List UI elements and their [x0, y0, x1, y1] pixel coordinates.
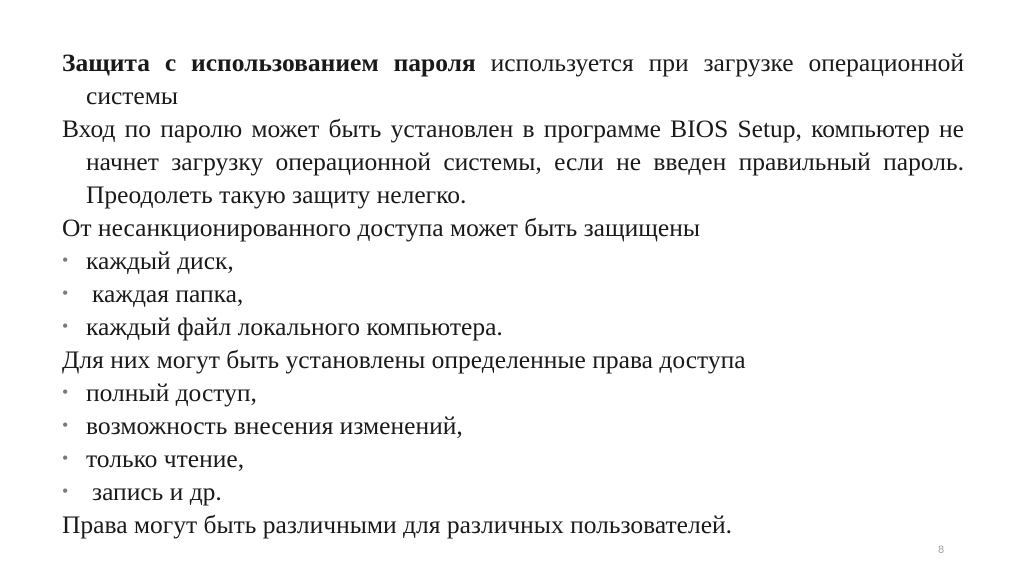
bullet-icon: • — [62, 250, 69, 270]
page-number: 8 — [938, 544, 945, 556]
paragraph-bios-login: Вход по паролю может быть установлен в программе BIOS Setup, компьютер не начнет загрузку операционной системы, если не введен правильный пароль. Преодолеть такую защиту нелегко. — [62, 114, 964, 209]
list-item: • каждая папка, — [62, 279, 244, 308]
paragraph-password-protection — [62, 46, 964, 112]
list-item: • каждый диск, — [62, 246, 234, 275]
paragraph-access-rights: Для них могут быть установлены определенные права доступа — [62, 345, 746, 374]
bold-lead-text: Защита с использованием пароля — [62, 48, 476, 77]
list-item: • запись и др. — [62, 477, 222, 506]
list-item: • каждый файл локального компьютера. — [62, 312, 503, 341]
paragraph-unauthorized-access: От несанкционированного доступа может быть защищены — [62, 213, 700, 242]
list-item: • возможность внесения изменений, — [62, 411, 463, 440]
bullet-icon: • — [62, 382, 69, 402]
bullet-icon: • — [62, 316, 69, 336]
bullet-icon: • — [62, 481, 69, 501]
list-item: • полный доступ, — [62, 378, 257, 407]
bullet-icon: • — [62, 415, 69, 435]
slide-content — [62, 46, 964, 541]
bullet-icon: • — [62, 448, 69, 468]
list-item: • только чтение, — [62, 444, 245, 473]
paragraph-text: используется при загрузке операционной системы — [86, 48, 964, 110]
paragraph-user-rights: Права могут быть различными для различных пользователей. — [62, 510, 733, 539]
bullet-icon: • — [62, 283, 69, 303]
